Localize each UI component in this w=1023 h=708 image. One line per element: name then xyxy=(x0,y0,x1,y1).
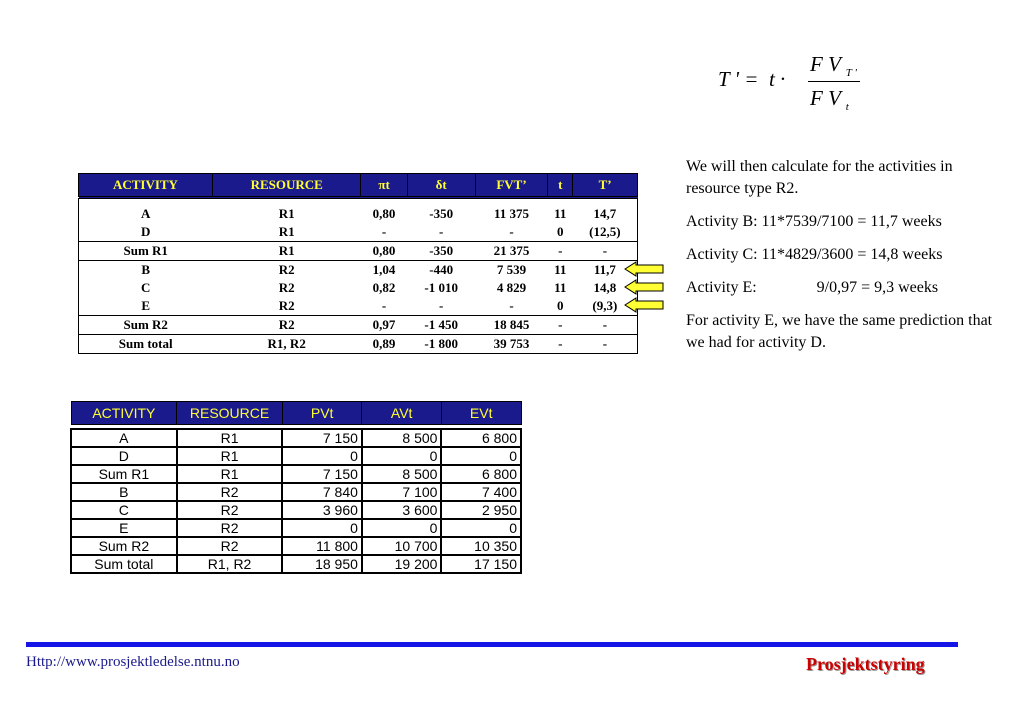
left-arrow-icon xyxy=(624,279,664,295)
table-cell: (9,3) xyxy=(592,298,618,313)
table-cell: 3 600 xyxy=(362,501,442,519)
forecast-table xyxy=(78,173,638,354)
table-cell: E xyxy=(141,298,151,313)
left-arrow-icon xyxy=(624,297,664,313)
table-cell: 7 150 xyxy=(282,465,362,483)
table-cell: R1, R2 xyxy=(177,555,283,573)
table-cell: - xyxy=(509,224,514,239)
table-cell: D xyxy=(71,447,177,465)
table-row xyxy=(71,537,521,555)
table-cell: R1 xyxy=(212,242,361,261)
table-cell: -440 xyxy=(407,261,475,280)
table-cell: 0,97 xyxy=(361,316,407,335)
table-cell xyxy=(79,198,638,206)
table-row xyxy=(79,205,638,223)
col-header-tprime: T’ xyxy=(573,174,638,198)
table-cell: - xyxy=(381,224,387,239)
table-row xyxy=(79,261,638,280)
table-cell: 4 829 xyxy=(496,280,527,295)
table-cell: A xyxy=(71,429,177,447)
table-cell: Sum R1 xyxy=(79,242,213,261)
table-cell: Sum R1 xyxy=(71,465,177,483)
col-header-t: t xyxy=(548,174,573,198)
table-cell: -1 010 xyxy=(424,280,458,295)
note-intro: We will then calculate for the activities in resource type R2. xyxy=(686,158,953,197)
table-cell: R2 xyxy=(278,298,295,313)
table-cell: 0 xyxy=(362,447,442,465)
table-header-row xyxy=(71,402,521,425)
note-activity-e: Activity E: 9/0,97 = 9,3 weeks xyxy=(686,279,939,296)
table-cell: 11 xyxy=(554,206,567,221)
table-cell: 6 800 xyxy=(441,465,521,483)
table-row xyxy=(71,429,521,447)
table-cell: Sum total xyxy=(79,335,213,354)
col-header-av: AVt xyxy=(362,402,442,425)
formula-lhs: T ' = t · xyxy=(718,67,786,91)
footer-brand: Prosjektstyring xyxy=(806,654,925,674)
table-cell: B xyxy=(79,261,213,280)
table-cell: R2 xyxy=(177,537,283,555)
table-cell: 11 375 xyxy=(494,206,530,221)
table-cell: 0,80 xyxy=(361,242,407,261)
table-cell: - xyxy=(439,298,444,313)
col-header-resource: RESOURCE xyxy=(212,174,361,198)
table-cell: 39 753 xyxy=(475,335,548,354)
note-activity-b: Activity B: 11*7539/7100 = 11,7 weeks xyxy=(686,213,942,230)
table-cell: -1 800 xyxy=(407,335,475,354)
table-row xyxy=(79,316,638,335)
table-cell: 0 xyxy=(557,224,564,239)
col-header-activity: ACTIVITY xyxy=(71,402,177,425)
table-row xyxy=(79,335,638,354)
formula xyxy=(718,52,868,112)
col-header-pi: πt xyxy=(361,174,407,198)
table-cell: - xyxy=(509,298,514,313)
table-cell: 3 960 xyxy=(282,501,362,519)
table-cell: E xyxy=(71,519,177,537)
table-cell: 7 840 xyxy=(282,483,362,501)
table-cell: 7 400 xyxy=(441,483,521,501)
table-cell: R1 xyxy=(278,224,295,239)
table-cell: -350 xyxy=(407,242,475,261)
note-conclusion: For activity E, we have the same prediction that we had for activity D. xyxy=(686,312,993,351)
table-cell: -1 450 xyxy=(407,316,475,335)
table-cell: - xyxy=(573,242,638,261)
table-cell: 21 375 xyxy=(475,242,548,261)
fraction-bar xyxy=(808,81,860,82)
table-row xyxy=(71,465,521,483)
footer-url-link[interactable]: Http://www.prosjektledelse.ntnu.no xyxy=(26,654,240,670)
table-cell: C xyxy=(71,501,177,519)
table-cell: 0 xyxy=(362,519,442,537)
table-cell: - xyxy=(548,335,573,354)
col-header-pv: PVt xyxy=(282,402,362,425)
table-cell: R1 xyxy=(177,429,283,447)
table-cell: 19 200 xyxy=(362,555,442,573)
table-row xyxy=(79,242,638,261)
table-cell: - xyxy=(439,224,444,239)
table-cell: 0,89 xyxy=(361,335,407,354)
table-cell: R2 xyxy=(177,483,283,501)
table-row xyxy=(79,223,638,242)
table-cell: 0 xyxy=(282,519,362,537)
table-cell: 11 800 xyxy=(282,537,362,555)
col-header-fvt: FVT’ xyxy=(475,174,548,198)
table-row xyxy=(71,501,521,519)
table-row xyxy=(71,555,521,573)
table-cell: - xyxy=(548,242,573,261)
table-cell: 7 100 xyxy=(362,483,442,501)
formula-denominator: F V $_t$ xyxy=(810,86,849,114)
table-cell: C xyxy=(141,280,151,295)
table-cell: R2 xyxy=(212,316,361,335)
table-cell: 10 700 xyxy=(362,537,442,555)
table-cell: R1 xyxy=(177,447,283,465)
table-cell: 0,80 xyxy=(372,206,396,221)
table-cell: 10 350 xyxy=(441,537,521,555)
table-cell: R2 xyxy=(212,261,361,280)
table-cell: 2 950 xyxy=(441,501,521,519)
table-cell: 6 800 xyxy=(441,429,521,447)
table-cell: R2 xyxy=(278,280,295,295)
table-cell: - xyxy=(548,316,573,335)
table-cell: 0,82 xyxy=(372,280,396,295)
table-cell: R1, R2 xyxy=(212,335,361,354)
table-header-row xyxy=(79,174,638,198)
table-cell: R1 xyxy=(278,206,295,221)
footer-rule xyxy=(26,642,958,647)
table-cell: Sum R2 xyxy=(71,537,177,555)
table-row xyxy=(71,519,521,537)
table-cell: B xyxy=(71,483,177,501)
table-cell: (12,5) xyxy=(589,224,621,239)
table-cell: 14,7 xyxy=(593,206,617,221)
table-cell: 18 845 xyxy=(475,316,548,335)
table-cell: 1,04 xyxy=(361,261,407,280)
table-cell: 18 950 xyxy=(282,555,362,573)
table-cell: 7 150 xyxy=(282,429,362,447)
table-row xyxy=(79,279,638,297)
table-row xyxy=(71,483,521,501)
explanation-text xyxy=(686,156,996,365)
table-row xyxy=(71,447,521,465)
table-cell: 14,8 xyxy=(593,280,617,295)
col-header-ev: EVt xyxy=(441,402,521,425)
table-cell: 0 xyxy=(441,519,521,537)
table-cell: R2 xyxy=(177,501,283,519)
table-cell: 0 xyxy=(557,298,564,313)
table-cell: R1 xyxy=(177,465,283,483)
table-cell: D xyxy=(141,224,151,239)
table-cell: Sum R2 xyxy=(79,316,213,335)
note-activity-c: Activity C: 11*4829/3600 = 14,8 weeks xyxy=(686,246,943,263)
table-cell: 8 500 xyxy=(362,465,442,483)
col-header-delta: δt xyxy=(407,174,475,198)
formula-numerator: F V $_{T '}$ xyxy=(810,52,857,80)
col-header-activity: ACTIVITY xyxy=(79,174,213,198)
table-cell: 8 500 xyxy=(362,429,442,447)
table-cell: Sum total xyxy=(71,555,177,573)
table-cell: -350 xyxy=(429,206,454,221)
table-cell: A xyxy=(141,206,151,221)
table-cell: - xyxy=(573,335,638,354)
table-cell: 0 xyxy=(282,447,362,465)
table-cell: - xyxy=(381,298,387,313)
value-table xyxy=(70,401,522,574)
table-cell: 0 xyxy=(441,447,521,465)
table-cell: 11 xyxy=(548,261,573,280)
table-cell: 7 539 xyxy=(475,261,548,280)
left-arrow-icon xyxy=(624,261,664,277)
table-cell: - xyxy=(573,316,638,335)
table-cell: R2 xyxy=(177,519,283,537)
table-cell: 17 150 xyxy=(441,555,521,573)
col-header-resource: RESOURCE xyxy=(177,402,283,425)
table-row xyxy=(79,297,638,316)
table-cell: 11 xyxy=(554,280,567,295)
table-cell: 11,7 xyxy=(573,261,638,280)
